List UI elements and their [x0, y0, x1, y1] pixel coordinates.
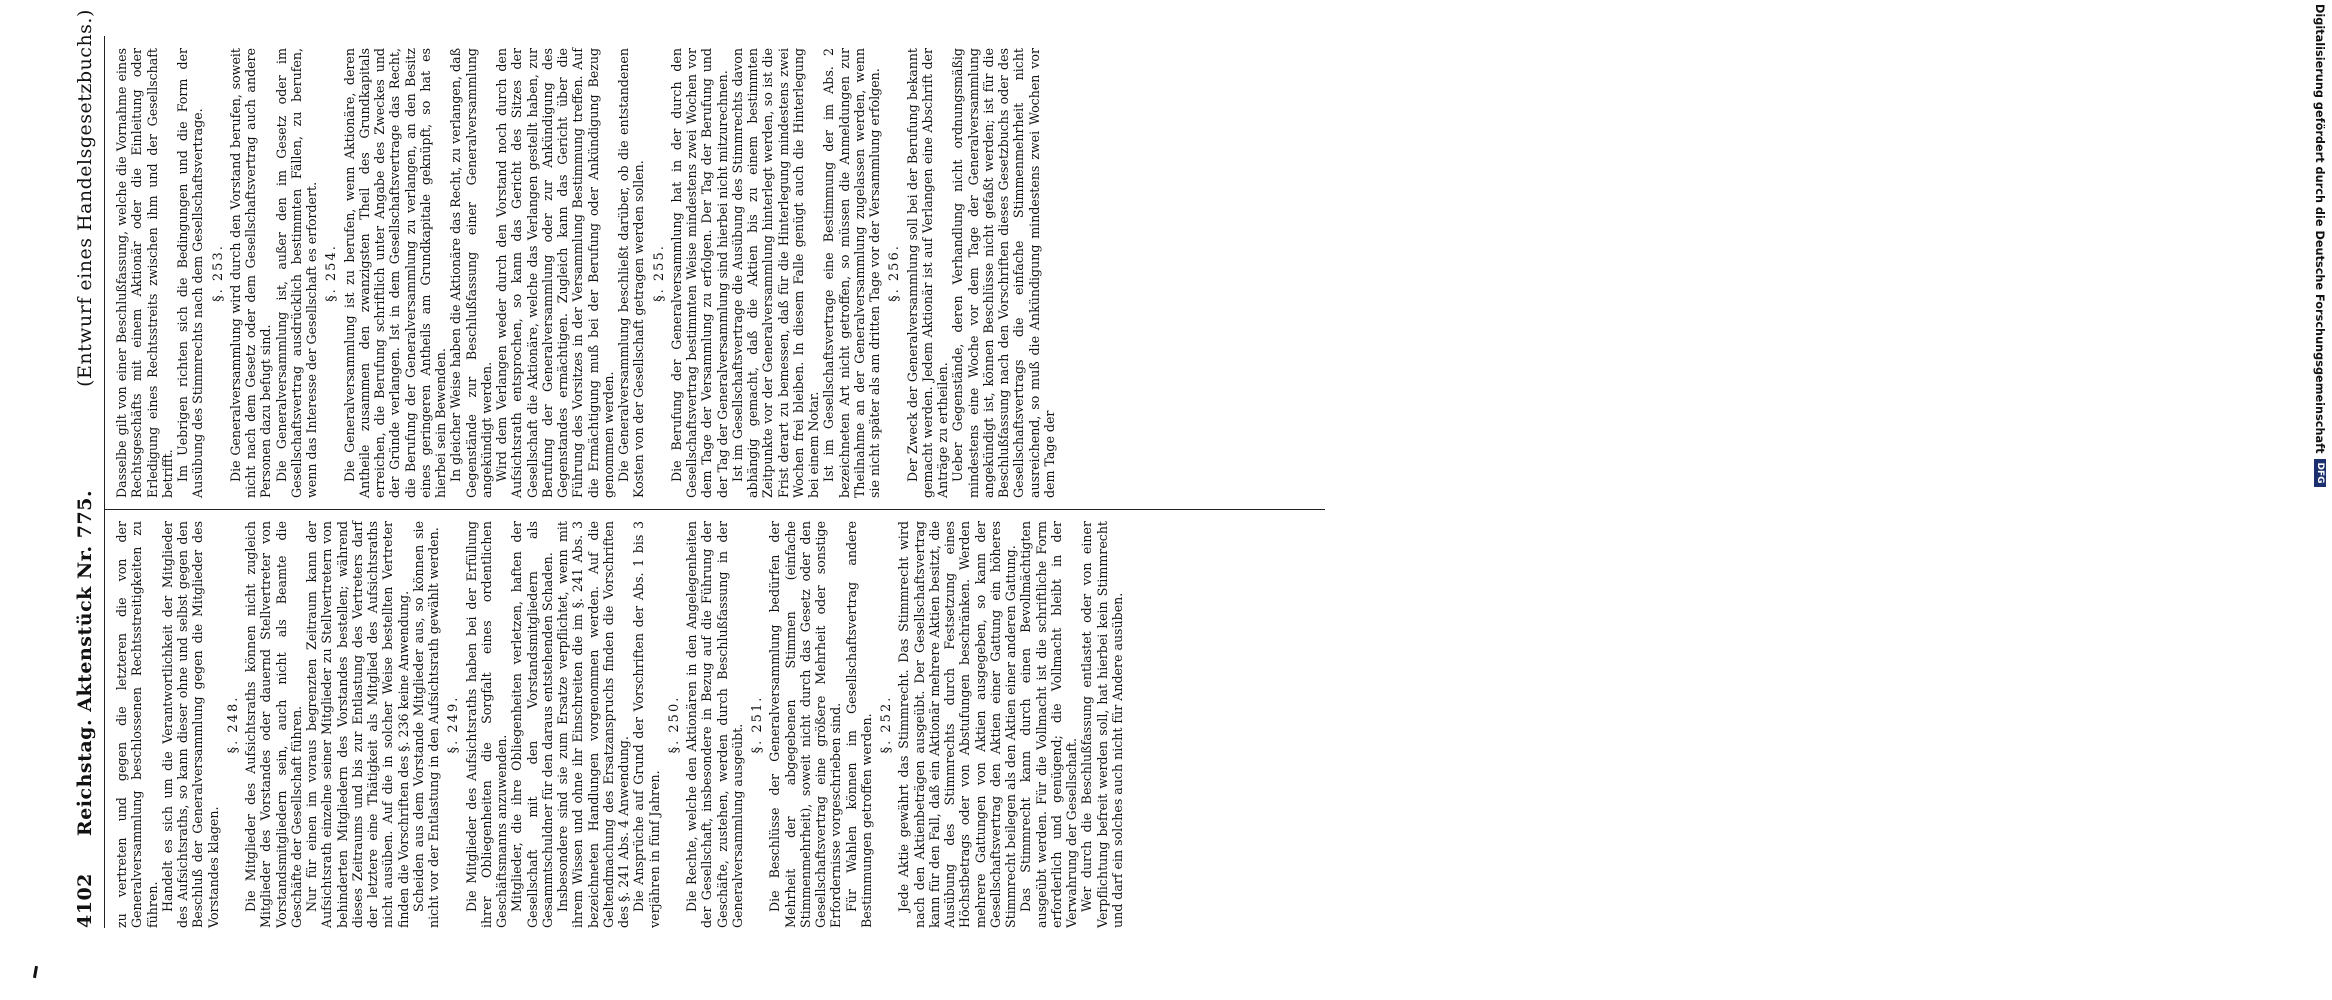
section-heading: §. 253. [210, 244, 226, 302]
paragraph: Ist im Gesellschaftsvertrage die Ausübung des Stimmrechts davon abhängig gemacht, daß die Aktien bis zu einem bestimmten Zeitpunkte vor der Generalversammlung hinterlegt werden, so ist die Frist derart zu bemessen, daß für die Hinterlegung mindestens zwei Wochen frei bleiben. In diesem Falle genügt auch die Hinterlegung bei einem Notar. [729, 48, 821, 498]
section-heading: §. 250. [666, 695, 682, 754]
digitization-credit [1320, 4, 2327, 996]
dfg-logo: DFG [2314, 459, 2326, 486]
paragraph: Handelt es sich um die Verantwortlichkeit der Mitglieder des Aufsichtsraths, so kann dieser ohne und selbst gegen den Beschluß der Generalversammlung gegen die Mitglieder des Vorstandes klagen. [159, 521, 221, 928]
paragraph: Ueber Gegenstände, deren Verhandlung nicht ordnungsmäßig mindestens eine Woche vor dem Tage der Generalversammlung angekündigt ist, können Beschlüsse nicht gefaßt werden; ist für die Beschlußfassung nach den Vorschriften dieses Gesetzbuchs oder des Gesellschaftsvertrags die einfache Stimmenmehrheit nicht ausreichend, so muß die Ankündigung mindestens zwei Wochen vor dem Tage der [950, 48, 1057, 498]
section-heading: §. 252. [879, 695, 894, 754]
paragraph: Jede Aktie gewährt das Stimmrecht. Das Stimmrecht wird nach den Aktienbeträgen ausgeübt. Der Gesellschaftsvertrag kann für den Fall, daß ein Aktionär mehrere Aktien besitzt, die Ausübung des Stimmrechts durch Festsetzung eines Höchstbetrags oder von Abstufungen beschränken. Werden mehrere Gattungen von Aktien ausgegeben, so kann der Gesellschaftsvertrag den Aktien einer Gattung ein höheres Stimmrecht beilegen als den Aktien einer anderen Gattung. [896, 521, 1018, 928]
paragraph: In gleicher Weise haben die Aktionäre das Recht, zu verlangen, daß Gegenstände zur Beschlußfassung einer Generalversammlung angekündigt werden. [448, 48, 494, 498]
credit-text: Digitalisierung gefördert durch die Deutsche Forschungsgemeinschaft [2313, 4, 2327, 454]
left-column [114, 521, 1317, 928]
paragraph: Der Zweck der Generalversammlung soll bei der Berufung bekannt gemacht werden. Jedem Aktionär ist auf Verlangen eine Abschrift der Anträge zu ertheilen. [904, 48, 950, 498]
margin-mark [33, 966, 38, 978]
section-heading: §. 255. [651, 244, 667, 302]
paragraph: Die Beschlüsse der Generalversammlung bedürfen der Mehrheit der abgegebenen Stimmen (einfache Stimmenmehrheit), soweit nicht durch das Gesetz oder den Gesellschaftsvertrag eine größere Mehrheit oder sonstige Erfordernisse vorgeschrieben sind. [767, 521, 844, 928]
paragraph: Dasselbe gilt von einer Beschlußfassung, welche die Vornahme eines Rechtsgeschäfts mit einem Aktionär oder die Einleitung oder Erledigung eines Rechtsstreits zwischen ihm und der Gesellschaft betrifft. [114, 48, 175, 498]
paragraph: Das Stimmrecht kann durch einen Bevollmächtigten ausgeübt werden. Für die Vollmacht ist die schriftliche Form erforderlich und genügend; die Vollmacht bleibt in der Verwahrung der Gesellschaft. [1018, 521, 1079, 928]
paragraph: Die Generalversammlung ist zu berufen, wenn Aktionäre, deren Antheile zusammen den zwanzigsten Theil des Grundkapitals erreichen, die Berufung schriftlich unter Angabe des Zweckes und der Gründe verlangen. Ist in dem Gesellschaftsvertrage das Recht, die Berufung der Generalversammlung zu verlangen, an den Besitz eines geringeren Antheils am Grundkapitale geknüpft, so hat es hierbei sein Bewenden. [341, 48, 448, 498]
section-heading: §. 251. [750, 695, 765, 754]
section-heading: §. 256. [887, 244, 903, 302]
paragraph: Die Ansprüche auf Grund der Vorschriften der Abs. 1 bis 3 verjähren in fünf Jahren. [631, 521, 662, 928]
paragraph: Die Generalversammlung beschließt darüber, ob die entstandenen Kosten von der Gesellschaft getragen werden sollen. [616, 48, 647, 498]
paragraph: Die Berufung der Generalversammlung hat in der durch den Gesellschaftsvertrag bestimmten Weise mindestens zwei Wochen vor dem Tage der Versammlung zu erfolgen. Der Tag der Berufung und der Tag der Generalversammlung sind hierbei nicht mitzurechnen. [668, 48, 730, 498]
paragraph: Insbesondere sind sie zum Ersatze verpflichtet, wenn mit ihrem Wissen und ohne ihr Einschreiten die im §. 241 Abs. 3 bezeichneten Handlungen vorgenommen werden. Auf die Geltendmachung des Ersatzanspruchs finden die Vorschriften des §. 241 Abs. 4 Anwendung. [555, 521, 631, 928]
paragraph: Nur für einen im voraus begrenzten Zeitraum kann der Aufsichtsrath einzelne seiner Mitglieder zu Stellvertretern von behinderten Mitgliedern des Vorstandes bestellen; während dieses Zeitraums und bis zur Entlastung des Vertreters darf der letztere eine Thätigkeit als Mitglied des Aufsichtsraths nicht ausüben. Auf die in solcher Weise bestellten Vertreter finden die Vorschriften des §. 236 keine Anwendung. [304, 521, 411, 928]
paragraph: Die Mitglieder des Aufsichtsraths haben bei der Erfüllung ihrer Obliegenheiten die Sorgfalt eines ordentlichen Geschäftsmanns anzuwenden. [463, 521, 509, 928]
paragraph: Wer durch die Beschlußfassung entlastet oder von einer Verpflichtung befreit werden soll, hat hierbei kein Stimmrecht und darf ein solches auch nicht für Andere ausüben. [1079, 521, 1125, 928]
paragraph: Wird dem Verlangen weder durch den Vorstand noch durch den Aufsichtsrath entsprochen, so kann das Gericht des Sitzes der Gesellschaft die Aktionäre, welche das Verlangen gestellt haben, zur Berufung der Generalversammlung oder zur Ankündigung des Gegenstandes ermächtigen. Zugleich kann das Gericht über die Führung des Vorsitzes in der Versammlung Bestimmung treffen. Auf die Ermächtigung muß bei der Berufung oder Ankündigung Bezug genommen werden. [494, 48, 616, 498]
paragraph: Die Generalversammlung ist, außer den im Gesetz oder im Gesellschaftsvertrag ausdrücklich bestimmten Fällen, zu berufen, wenn das Interesse der Gesellschaft es erfordert. [273, 48, 319, 498]
paragraph: Die Rechte, welche den Aktionären in den Angelegenheiten der Gesellschaft, insbesondere in Bezug auf die Führung der Geschäfte, zustehen, werden durch Beschlußfassung in der Generalversammlung ausgeübt. [684, 521, 745, 928]
section-heading: §. 254. [324, 244, 340, 302]
right-column [114, 48, 1317, 498]
section-heading: §. 249. [446, 695, 462, 754]
header-rule [104, 36, 105, 928]
column-divider [104, 509, 1325, 510]
paragraph: Die Generalversammlung wird durch den Vorstand berufen, soweit nicht nach dem Gesetz oder dem Gesellschaftsvertrag auch andere Personen dazu befugt sind. [227, 48, 274, 498]
page-number: 4102 [74, 873, 96, 928]
paragraph: Für Wahlen können im Gesellschaftsvertrag andere Bestimmungen getroffen werden. [843, 521, 874, 928]
paragraph: zu vertreten und gegen die letzteren die von der Generalversammlung beschlossenen Rechtsstreitigkeiten zu führen. [114, 521, 160, 928]
paragraph: Die Mitglieder des Aufsichtsraths können nicht zugleich Mitglieder des Vorstandes oder dauernd Stellvertreter von Vorstandsmitgliedern sein, auch nicht als Beamte die Geschäfte der Gesellschaft führen. [243, 521, 304, 928]
paragraph: Im Uebrigen richten sich die Bedingungen und die Form der Ausübung des Stimmrechts nach dem Gesellschaftsvertrage. [175, 48, 206, 498]
page-header [74, 9, 100, 928]
page-title: Reichstag. Aktenstück Nr. 775. [74, 489, 96, 837]
paragraph: Mitglieder, die ihre Obliegenheiten verletzen, haften der Gesellschaft mit den Vorstandsmitgliedern als Gesammtschuldner für den daraus entstehenden Schaden. [509, 521, 555, 928]
paragraph: Scheiden aus dem Vorstande Mitglieder aus, so können sie nicht vor der Entlastung in den Aufsichtsrath gewählt werden. [410, 521, 441, 928]
running-title: (Entwurf eines Handelsgesetzbuchs.) [74, 9, 96, 387]
section-heading: §. 248. [225, 695, 241, 754]
paragraph: Ist im Gesellschaftsvertrage eine Bestimmung der im Abs. 2 bezeichneten Art nicht getroffen, so müssen die Anmeldungen zur Theilnahme an der Generalversammlung zugelassen werden, wenn sie nicht später als am dritten Tage vor der Versammlung erfolgen. [821, 48, 882, 498]
